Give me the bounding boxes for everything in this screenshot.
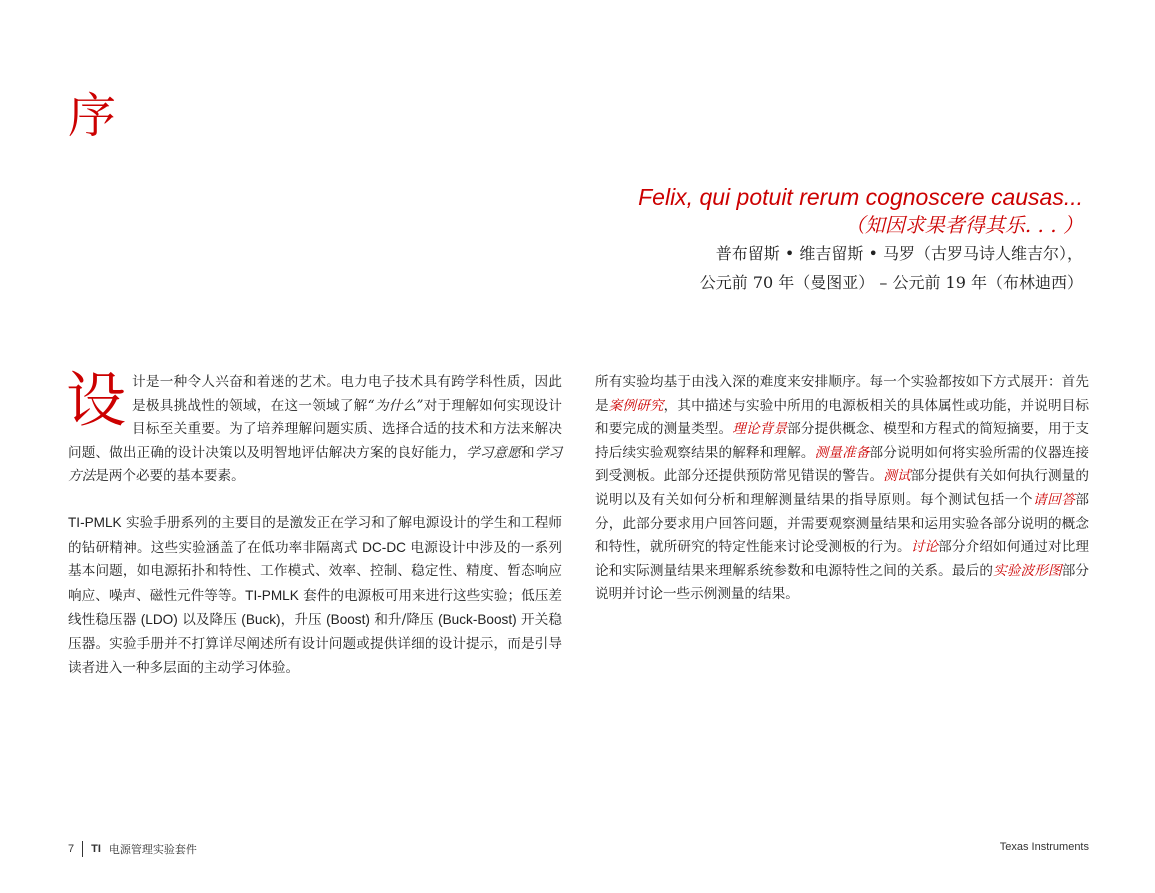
term: (Buck-Boost) bbox=[438, 612, 517, 628]
text-run: 是两个必要的基本要素。 bbox=[95, 468, 245, 485]
epigraph bbox=[443, 183, 1083, 297]
text-run: 部分提供概念、模型和方程式的简短摘要，用于支持后续实验观察结果的解释和理解。 bbox=[595, 421, 1090, 461]
epigraph-attribution-line1: 普布留斯 • 维吉留斯 • 马罗（古罗马诗人维吉尔）， bbox=[715, 244, 1083, 263]
section-ref-answer: 请回答 bbox=[1033, 491, 1076, 508]
footer-divider bbox=[82, 841, 83, 857]
epigraph-attribution-line2: 公元前 70 年（曼图亚） – 公元前 19 年（布林迪西） bbox=[699, 273, 1083, 292]
intro-paragraph bbox=[66, 366, 563, 489]
text-run: 部分介绍如何通过对比理论和实际测量结果来理解系统参数和电源特性之间的关系。最后的 bbox=[595, 539, 1090, 579]
epigraph-translation: （知因求果者得其乐. . . ） bbox=[844, 213, 1083, 237]
text-run: 电源设计中涉及的一系列基本问题，如电源拓扑和特性、工作模式、效率、控制、稳定性、精度、暂态响应响应、噪声、磁性元件等等。 bbox=[68, 539, 562, 604]
section-ref-test: 测试 bbox=[883, 468, 911, 485]
text-run: 实验手册系列的主要目的是激发正在学习和了解电源设计的学生和工程师的钻研精神。这些实验涵盖了在低功率非隔离式 bbox=[68, 514, 562, 556]
footer-left bbox=[68, 841, 197, 857]
term: (LDO) bbox=[140, 612, 178, 628]
text-run: 套件的电源板可用来进行这些实验；低压差线性稳压器 bbox=[68, 587, 563, 629]
structure-paragraph bbox=[595, 371, 1089, 607]
text-run: 和升/降压 bbox=[369, 612, 439, 629]
term: DC-DC bbox=[362, 539, 406, 555]
text-run: 部分说明如何将实验所需的仪器连接到受测板。此部分还提供预防常见错误的警告。 bbox=[595, 444, 1090, 485]
drop-cap: 设 bbox=[66, 366, 126, 436]
footer-brand: TI bbox=[91, 843, 101, 855]
section-ref-setup: 测量准备 bbox=[814, 444, 870, 461]
footer-company: Texas Instruments bbox=[999, 841, 1089, 853]
section-ref-theory: 理论背景 bbox=[732, 421, 788, 438]
text-run: 计是一种令人兴奋和着迷的艺术。电力电子技术具有跨学科性质，因此是极具挑战性的领域，在这一领域了解 bbox=[132, 374, 562, 414]
footer-doc-title: 电源管理实验套件 bbox=[108, 844, 197, 856]
epigraph-latin: Felix, qui potuit rerum cognoscere causas... bbox=[638, 184, 1083, 210]
text-run: 以及降压 bbox=[177, 612, 242, 629]
term: TI-PMLK bbox=[245, 587, 299, 603]
purpose-paragraph bbox=[68, 511, 562, 680]
page-number: 7 bbox=[68, 843, 75, 855]
term: (Boost) bbox=[326, 612, 370, 628]
text-run: 部分，此部分要求用户回答问题，并需要观察测量结果和运用实验各部分说明的概念和特性，就所研究的特定性能来讨论受测板的行为。 bbox=[595, 491, 1089, 556]
term: (Buck) bbox=[241, 612, 281, 628]
text-run: 部分说明并讨论一些示例测量的结果。 bbox=[595, 562, 1090, 603]
emphasis-method: 学习方法 bbox=[68, 444, 563, 485]
text-run: ，其中描述与实验中所用的电源板相关的具体属性或功能，并说明目标和要完成的测量类型。 bbox=[595, 397, 1090, 438]
page-footer bbox=[68, 841, 1089, 857]
text-run: ，升压 bbox=[280, 612, 327, 629]
term: TI-PMLK bbox=[68, 514, 122, 530]
text-run: 部分提供有关如何执行测量的说明以及有关如何分析和理解测量结果的指导原则。每个测试包括一个 bbox=[595, 468, 1090, 508]
text-run: 对于理解如何实现设计目标至关重要。为了培养理解问题实质、选择合适的技术和方法来解决问题、做出正确的设计决策以及明智地评估解决方案的良好能力， bbox=[68, 397, 562, 461]
right-column bbox=[595, 371, 1089, 629]
text-run: 和 bbox=[520, 444, 535, 461]
left-column bbox=[66, 366, 563, 702]
section-ref-case-study: 案例研究 bbox=[608, 397, 664, 414]
section-ref-discussion: 讨论 bbox=[910, 539, 939, 556]
emphasis-willingness: 学习意愿 bbox=[466, 444, 521, 461]
text-run: 所有实验均基于由浅入深的难度来安排顺序。每一个实验都按如下方式展开：首先是 bbox=[595, 374, 1089, 414]
emphasis-why: “为什么” bbox=[367, 397, 424, 414]
text-run: 开关稳压器。实验手册并不打算详尽阐述所有设计问题或提供详细的设计提示，而是引导读者进入一种多层面的主动学习体验。 bbox=[68, 612, 562, 676]
section-ref-waveforms: 实验波形图 bbox=[993, 562, 1062, 579]
page-title: 序 bbox=[68, 88, 117, 144]
